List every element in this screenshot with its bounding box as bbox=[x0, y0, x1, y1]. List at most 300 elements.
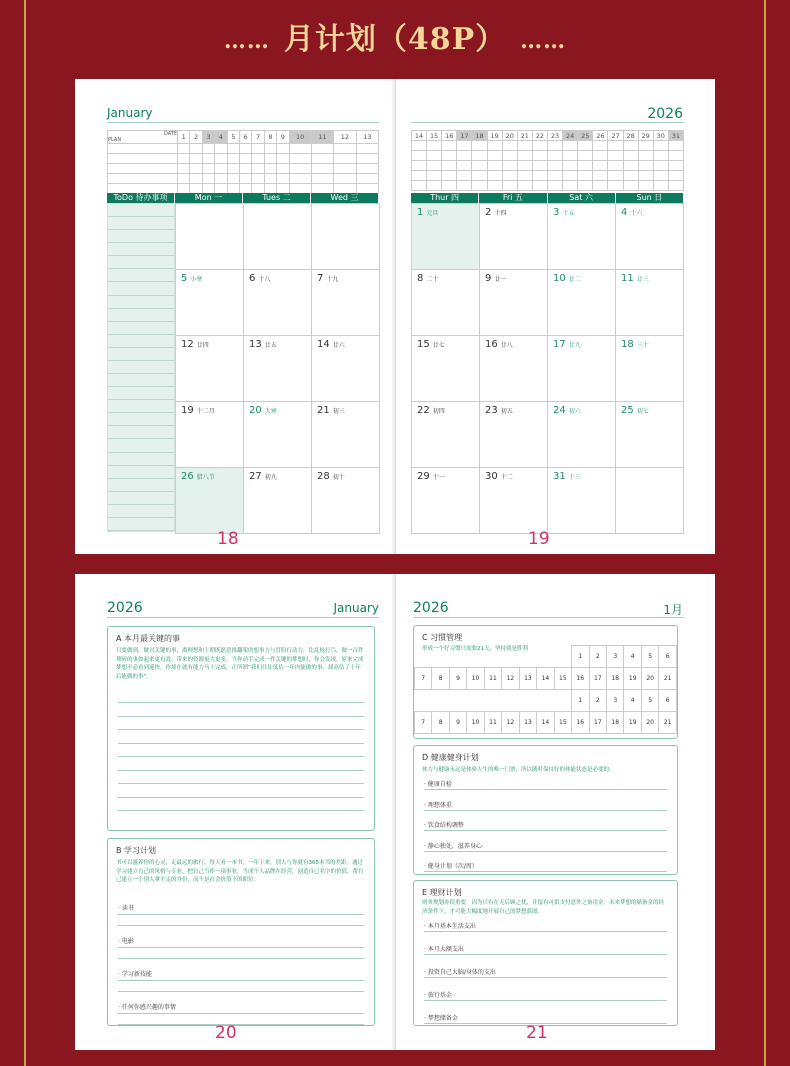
plan-cell bbox=[563, 171, 578, 181]
lunar-label: 廿三 bbox=[636, 276, 649, 283]
habit-day[interactable]: 2 bbox=[589, 646, 606, 668]
habit-day[interactable]: 11 bbox=[484, 668, 501, 690]
habit-blank bbox=[415, 690, 432, 712]
plan-cell bbox=[227, 154, 239, 164]
plan-cell bbox=[502, 171, 517, 181]
plan-cell bbox=[563, 151, 578, 161]
plan-cell bbox=[487, 171, 502, 181]
habit-day[interactable]: 10 bbox=[467, 668, 484, 690]
day-cell[interactable] bbox=[548, 336, 616, 402]
habit-day[interactable]: 11 bbox=[484, 712, 501, 734]
writing-line[interactable] bbox=[424, 931, 667, 932]
plan-cell bbox=[239, 154, 251, 164]
habit-day[interactable]: 13 bbox=[519, 668, 536, 690]
page-18 bbox=[75, 79, 395, 554]
day-cell[interactable] bbox=[412, 402, 480, 468]
habit-day[interactable]: 21 bbox=[659, 712, 677, 734]
habit-day[interactable]: 3 bbox=[607, 646, 624, 668]
day-number: 6 bbox=[249, 273, 256, 284]
section-c bbox=[413, 625, 678, 739]
habit-blank bbox=[502, 646, 519, 668]
plan-cell bbox=[442, 161, 457, 171]
plan-cell bbox=[502, 161, 517, 171]
habit-day[interactable]: 14 bbox=[537, 668, 554, 690]
plan-cell bbox=[578, 171, 593, 181]
writing-line[interactable] bbox=[118, 925, 364, 926]
plan-item: · 读书 bbox=[118, 905, 134, 912]
plan-cell bbox=[653, 171, 668, 181]
day-cell[interactable] bbox=[480, 270, 548, 336]
date-strip bbox=[107, 130, 379, 194]
day-number: 3 bbox=[553, 207, 560, 218]
section-d bbox=[413, 745, 678, 875]
plan-cell bbox=[252, 144, 264, 154]
date-cell: 20 bbox=[502, 131, 517, 141]
day-cell[interactable] bbox=[616, 468, 684, 534]
plan-cell bbox=[547, 171, 562, 181]
date-cell: 21 bbox=[517, 131, 532, 141]
day-number: 7 bbox=[317, 273, 324, 284]
date-cell: 7 bbox=[252, 131, 264, 144]
writing-line[interactable] bbox=[118, 729, 364, 730]
plan-cell bbox=[517, 181, 532, 191]
writing-line[interactable] bbox=[424, 830, 667, 831]
plan-cell bbox=[412, 161, 427, 171]
plan-cell bbox=[356, 184, 378, 194]
writing-line[interactable] bbox=[118, 914, 364, 915]
plan-item: · 投资自己大脑/身体的支出 bbox=[424, 969, 496, 976]
todo-line bbox=[108, 217, 174, 230]
section-a-title: A 本月最关键的事 bbox=[116, 634, 181, 643]
plan-cell bbox=[412, 141, 427, 151]
plan-item: · 静心独处，滋养身心 bbox=[424, 842, 482, 850]
writing-line[interactable] bbox=[118, 958, 364, 959]
lunar-label: 十三 bbox=[568, 474, 581, 481]
day-cell[interactable] bbox=[176, 270, 244, 336]
habit-day[interactable]: 9 bbox=[449, 712, 466, 734]
plan-cell bbox=[547, 161, 562, 171]
lunar-label: 元旦 bbox=[426, 210, 439, 217]
plan-cell bbox=[264, 184, 276, 194]
habit-day[interactable]: 6 bbox=[659, 646, 677, 668]
habit-day[interactable]: 3 bbox=[607, 690, 624, 712]
habit-tracker bbox=[414, 645, 677, 734]
date-cell: 26 bbox=[593, 131, 608, 141]
plan-cell bbox=[178, 174, 190, 184]
lunar-label: 初三 bbox=[332, 408, 345, 415]
year-label: 2026 bbox=[107, 600, 143, 616]
plan-cell bbox=[623, 181, 638, 191]
date-cell: 4 bbox=[215, 131, 227, 144]
writing-line[interactable] bbox=[424, 789, 667, 790]
plan-cell bbox=[108, 164, 178, 174]
habit-day[interactable]: 12 bbox=[502, 712, 519, 734]
date-cell: 27 bbox=[608, 131, 623, 141]
day-cell[interactable] bbox=[412, 204, 480, 270]
day-number: 25 bbox=[621, 405, 634, 416]
plan-cell bbox=[202, 184, 214, 194]
plan-cell bbox=[457, 181, 472, 191]
day-number: 11 bbox=[621, 273, 634, 284]
day-cell[interactable] bbox=[616, 204, 684, 270]
writing-line[interactable] bbox=[118, 716, 364, 717]
plan-cell bbox=[311, 154, 333, 164]
date-cell: 15 bbox=[427, 131, 442, 141]
plan-cell bbox=[638, 151, 653, 161]
frame-line-left bbox=[24, 0, 26, 1066]
plan-cell bbox=[653, 161, 668, 171]
day-cell[interactable] bbox=[176, 204, 244, 270]
lunar-label: 初十 bbox=[332, 474, 345, 481]
writing-line[interactable] bbox=[424, 871, 667, 872]
todo-line bbox=[108, 230, 174, 243]
date-cell: 9 bbox=[277, 131, 289, 144]
plan-cell bbox=[239, 144, 251, 154]
day-number: 27 bbox=[249, 471, 262, 482]
day-cell[interactable] bbox=[548, 270, 616, 336]
plan-cell bbox=[623, 141, 638, 151]
plan-cell bbox=[472, 181, 487, 191]
day-cell[interactable] bbox=[548, 204, 616, 270]
day-cell[interactable] bbox=[412, 270, 480, 336]
habit-day[interactable]: 15 bbox=[554, 668, 571, 690]
plan-cell bbox=[668, 181, 683, 191]
day-cell[interactable] bbox=[176, 468, 244, 534]
todo-list bbox=[107, 203, 175, 532]
writing-line[interactable] bbox=[424, 977, 667, 978]
day-cell[interactable] bbox=[312, 336, 380, 402]
habit-day[interactable]: 7 bbox=[415, 668, 432, 690]
plan-cell bbox=[578, 141, 593, 151]
plan-item: · 梦想储备金 bbox=[424, 1015, 458, 1022]
plan-cell bbox=[215, 154, 227, 164]
todo-line bbox=[108, 296, 174, 309]
habit-day[interactable]: 8 bbox=[432, 712, 449, 734]
calendar-grid bbox=[411, 203, 684, 534]
habit-day[interactable]: 18 bbox=[607, 668, 624, 690]
weekday-header: Mon 一 bbox=[175, 193, 243, 203]
habit-day[interactable]: 17 bbox=[589, 712, 606, 734]
habit-day[interactable]: 10 bbox=[467, 712, 484, 734]
plan-cell bbox=[277, 174, 289, 184]
lunar-label: 二十 bbox=[426, 276, 439, 283]
page-19 bbox=[395, 79, 715, 554]
plan-cell bbox=[427, 181, 442, 191]
day-cell[interactable] bbox=[244, 402, 312, 468]
habit-day[interactable]: 18 bbox=[607, 712, 624, 734]
plan-cell bbox=[264, 144, 276, 154]
todo-line bbox=[108, 492, 174, 505]
date-cell: 13 bbox=[356, 131, 378, 144]
plan-cell bbox=[532, 181, 547, 191]
habit-day[interactable]: 14 bbox=[537, 712, 554, 734]
day-number: 18 bbox=[621, 339, 634, 350]
day-cell[interactable] bbox=[244, 270, 312, 336]
writing-line[interactable] bbox=[424, 1000, 667, 1001]
plan-cell bbox=[356, 144, 378, 154]
habit-day[interactable]: 7 bbox=[415, 712, 432, 734]
habit-day[interactable]: 20 bbox=[641, 668, 658, 690]
day-cell[interactable] bbox=[616, 402, 684, 468]
writing-line[interactable] bbox=[118, 702, 364, 703]
plan-cell bbox=[593, 141, 608, 151]
habit-day[interactable]: 20 bbox=[641, 712, 658, 734]
plan-cell bbox=[638, 171, 653, 181]
plan-cell bbox=[334, 184, 356, 194]
plan-item: · 饮食结构调整 bbox=[424, 822, 464, 829]
plan-cell bbox=[563, 141, 578, 151]
day-cell[interactable] bbox=[480, 204, 548, 270]
day-cell[interactable] bbox=[176, 402, 244, 468]
day-cell[interactable] bbox=[480, 468, 548, 534]
todo-line bbox=[108, 374, 174, 387]
habit-day[interactable]: 5 bbox=[641, 646, 658, 668]
day-cell[interactable] bbox=[480, 336, 548, 402]
day-cell[interactable] bbox=[312, 468, 380, 534]
habit-day[interactable]: 12 bbox=[502, 668, 519, 690]
weekday-header: Thur 四 bbox=[411, 193, 479, 203]
plan-cell bbox=[578, 181, 593, 191]
header-rule bbox=[107, 122, 379, 123]
date-cell: 8 bbox=[264, 131, 276, 144]
writing-line[interactable] bbox=[424, 851, 667, 852]
habit-day[interactable]: 16 bbox=[572, 668, 589, 690]
lunar-label: 十二月 bbox=[196, 408, 215, 415]
date-cell: 2 bbox=[190, 131, 202, 144]
section-b bbox=[107, 838, 375, 1026]
day-cell[interactable] bbox=[244, 468, 312, 534]
section-c-desc: 形成一个好习惯只需要21天，坚持就是胜利 bbox=[422, 646, 528, 652]
day-cell[interactable] bbox=[412, 468, 480, 534]
writing-line[interactable] bbox=[118, 797, 364, 798]
plan-cell bbox=[442, 181, 457, 191]
day-number: 13 bbox=[249, 339, 262, 350]
habit-blank bbox=[467, 646, 484, 668]
habit-day[interactable]: 1 bbox=[572, 646, 589, 668]
day-number: 19 bbox=[181, 405, 194, 416]
habit-day[interactable]: 4 bbox=[624, 646, 641, 668]
plan-cell bbox=[202, 164, 214, 174]
lunar-label: 十四 bbox=[494, 210, 507, 217]
date-cell: 6 bbox=[239, 131, 251, 144]
weekday-header: Tues 二 bbox=[243, 193, 311, 203]
date-cell: 28 bbox=[623, 131, 638, 141]
plan-cell bbox=[532, 141, 547, 151]
day-cell[interactable] bbox=[412, 336, 480, 402]
todo-line bbox=[108, 466, 174, 479]
plan-cell bbox=[608, 161, 623, 171]
habit-day[interactable]: 19 bbox=[624, 712, 641, 734]
plan-cell bbox=[334, 174, 356, 184]
todo-line bbox=[108, 518, 174, 531]
date-cell: 16 bbox=[442, 131, 457, 141]
writing-line[interactable] bbox=[118, 980, 364, 981]
todo-line bbox=[108, 439, 174, 452]
habit-blank bbox=[449, 690, 466, 712]
plan-cell bbox=[356, 164, 378, 174]
habit-day[interactable]: 21 bbox=[659, 668, 677, 690]
plan-cell bbox=[108, 184, 178, 194]
habit-day[interactable]: 6 bbox=[659, 690, 677, 712]
page-number: 21 bbox=[526, 1023, 548, 1043]
lunar-label: 腊八节 bbox=[196, 474, 215, 481]
plan-cell bbox=[517, 151, 532, 161]
habit-day[interactable]: 8 bbox=[432, 668, 449, 690]
date-cell: 31 bbox=[668, 131, 683, 141]
writing-line[interactable] bbox=[118, 1013, 364, 1014]
date-cell: 11 bbox=[311, 131, 333, 144]
todo-line bbox=[108, 348, 174, 361]
day-cell[interactable] bbox=[548, 402, 616, 468]
header-rule bbox=[413, 617, 684, 618]
writing-line[interactable] bbox=[118, 743, 364, 744]
day-cell[interactable] bbox=[616, 336, 684, 402]
plan-cell bbox=[623, 151, 638, 161]
day-cell[interactable] bbox=[312, 402, 380, 468]
plan-cell bbox=[356, 154, 378, 164]
date-cell: 30 bbox=[653, 131, 668, 141]
plan-cell bbox=[502, 181, 517, 191]
lunar-label: 廿七 bbox=[432, 342, 445, 349]
page-number: 18 bbox=[217, 529, 239, 549]
day-number: 14 bbox=[317, 339, 330, 350]
plan-cell bbox=[487, 161, 502, 171]
todo-header: ToDo 待办事项 bbox=[107, 193, 175, 203]
todo-line bbox=[108, 479, 174, 492]
habit-day[interactable]: 16 bbox=[572, 712, 589, 734]
writing-line[interactable] bbox=[118, 810, 364, 811]
todo-line bbox=[108, 453, 174, 466]
writing-line[interactable] bbox=[424, 954, 667, 955]
writing-line[interactable] bbox=[118, 756, 364, 757]
habit-day[interactable]: 9 bbox=[449, 668, 466, 690]
plan-item: · 理想体重 bbox=[424, 801, 452, 809]
habit-day[interactable]: 2 bbox=[589, 690, 606, 712]
writing-line[interactable] bbox=[424, 810, 667, 811]
plan-cell bbox=[457, 171, 472, 181]
day-number: 23 bbox=[485, 405, 498, 416]
date-cell: 18 bbox=[472, 131, 487, 141]
day-number: 22 bbox=[417, 405, 430, 416]
day-cell[interactable] bbox=[244, 336, 312, 402]
day-cell[interactable] bbox=[480, 402, 548, 468]
section-d-title: D 健康健身计划 bbox=[422, 753, 479, 762]
day-cell[interactable] bbox=[312, 204, 380, 270]
todo-line bbox=[108, 309, 174, 322]
plan-cell bbox=[227, 174, 239, 184]
plan-cell bbox=[608, 151, 623, 161]
day-number: 16 bbox=[485, 339, 498, 350]
section-a bbox=[107, 626, 375, 831]
plan-cell bbox=[289, 164, 311, 174]
day-cell[interactable] bbox=[244, 204, 312, 270]
lunar-label: 廿四 bbox=[196, 342, 209, 349]
frame-line-right bbox=[764, 0, 766, 1066]
habit-blank bbox=[467, 690, 484, 712]
date-cell: 1 bbox=[178, 131, 190, 144]
lunar-label: 廿二 bbox=[568, 276, 581, 283]
plan-cell bbox=[311, 144, 333, 154]
plan-cell bbox=[427, 171, 442, 181]
plan-cell bbox=[472, 161, 487, 171]
plan-cell bbox=[547, 181, 562, 191]
plan-cell bbox=[215, 174, 227, 184]
plan-cell bbox=[108, 144, 178, 154]
plan-cell bbox=[472, 151, 487, 161]
weekday-header: Wed 三 bbox=[311, 193, 379, 203]
habit-day[interactable]: 19 bbox=[624, 668, 641, 690]
lunar-label: 十五 bbox=[562, 210, 575, 217]
plan-cell bbox=[442, 141, 457, 151]
habit-day[interactable]: 4 bbox=[624, 690, 641, 712]
todo-line bbox=[108, 400, 174, 413]
date-cell: 22 bbox=[532, 131, 547, 141]
habit-blank bbox=[432, 690, 449, 712]
plan-cell bbox=[547, 141, 562, 151]
plan-cell bbox=[277, 164, 289, 174]
plan-cell bbox=[252, 184, 264, 194]
habit-day[interactable]: 15 bbox=[554, 712, 571, 734]
writing-line[interactable] bbox=[118, 770, 364, 771]
calendar-grid bbox=[175, 203, 380, 534]
day-cell[interactable] bbox=[616, 270, 684, 336]
page-number: 20 bbox=[215, 1023, 237, 1043]
habit-blank bbox=[502, 690, 519, 712]
plan-cell bbox=[638, 161, 653, 171]
plan-cell bbox=[668, 141, 683, 151]
plan-cell bbox=[412, 171, 427, 181]
writing-line[interactable] bbox=[118, 783, 364, 784]
plan-item: · 健康自检 bbox=[424, 781, 452, 788]
plan-cell bbox=[668, 151, 683, 161]
habit-day[interactable]: 17 bbox=[589, 668, 606, 690]
plan-cell bbox=[427, 151, 442, 161]
day-number: 8 bbox=[417, 273, 424, 284]
lunar-label: 初九 bbox=[264, 474, 277, 481]
habit-blank bbox=[484, 690, 501, 712]
section-d-desc: 体力与健康永远是体验人生的唯一门票，所以随时保持好的体能状态是必要的。 bbox=[422, 767, 615, 773]
plan-cell bbox=[578, 161, 593, 171]
weekday-bar bbox=[411, 193, 684, 203]
plan-cell bbox=[264, 164, 276, 174]
writing-line[interactable] bbox=[118, 991, 364, 992]
habit-day[interactable]: 1 bbox=[572, 690, 589, 712]
weekday-header: Sun 日 bbox=[616, 193, 684, 203]
plan-cell bbox=[178, 184, 190, 194]
plan-cell bbox=[532, 161, 547, 171]
writing-line[interactable] bbox=[118, 947, 364, 948]
plan-cell bbox=[472, 171, 487, 181]
day-number: 21 bbox=[317, 405, 330, 416]
habit-day[interactable]: 5 bbox=[641, 690, 658, 712]
plan-cell bbox=[653, 141, 668, 151]
plan-cell bbox=[108, 174, 178, 184]
day-number: 5 bbox=[181, 273, 188, 284]
day-number: 24 bbox=[553, 405, 566, 416]
lunar-label: 初四 bbox=[432, 408, 445, 415]
plan-cell bbox=[277, 154, 289, 164]
month-label: January bbox=[333, 601, 379, 615]
plan-cell bbox=[178, 144, 190, 154]
day-cell[interactable] bbox=[548, 468, 616, 534]
plan-cell bbox=[190, 174, 202, 184]
day-cell[interactable] bbox=[176, 336, 244, 402]
day-number: 17 bbox=[553, 339, 566, 350]
writing-line[interactable] bbox=[118, 1024, 364, 1025]
date-cell: 19 bbox=[487, 131, 502, 141]
day-cell[interactable] bbox=[312, 270, 380, 336]
habit-day[interactable]: 13 bbox=[519, 712, 536, 734]
